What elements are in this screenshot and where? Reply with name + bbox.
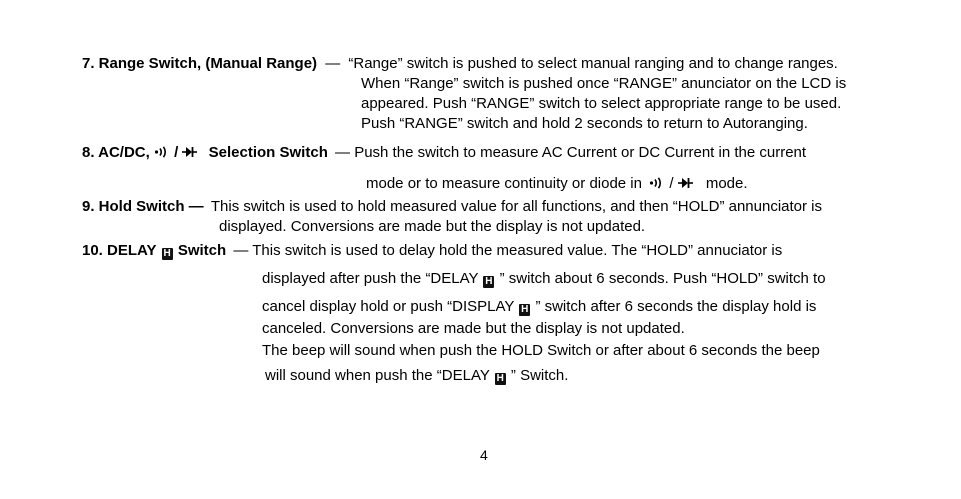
item10-title-prefix: 10. DELAY <box>82 242 157 259</box>
item10-text-6-suffix: ” Switch. <box>510 367 569 384</box>
item9-line2: displayed. Conversions are made but the display is not updated. <box>219 218 646 235</box>
item10-text-3-suffix: ” switch after 6 seconds the display hold is <box>535 298 817 315</box>
item10-line1 <box>82 242 782 260</box>
diode-icon-inline <box>678 176 694 190</box>
page-number: 4 <box>480 447 488 463</box>
item7-line4: Push “RANGE” switch and hold 2 seconds to return to Autoranging. <box>361 115 808 132</box>
item8-line2 <box>366 175 748 193</box>
item8-slash: / <box>174 144 179 161</box>
item8-text-1: — Push the switch to measure AC Current or DC Current in the current <box>335 144 807 161</box>
item10-line4: canceled. Conversions are made but the display is not updated. <box>262 320 685 337</box>
item7-line3: appeared. Push “RANGE” switch to select appropriate range to be used. <box>361 95 842 112</box>
item8-title-suffix: Selection Switch <box>208 144 328 161</box>
item10-line2 <box>262 270 826 288</box>
item8-line1 <box>82 144 806 162</box>
item10-text-1: — This switch is used to delay hold the measured value. The “HOLD” annuciator is <box>233 242 783 259</box>
diode-icon <box>182 145 198 159</box>
continuity-beep-icon-inline <box>649 176 665 190</box>
item8-text-2-prefix: mode or to measure continuity or diode in <box>366 175 642 192</box>
item7-line2: When “Range” switch is pushed once “RANGE” anunciator on the LCD is <box>361 75 847 92</box>
item7-title: 7. Range Switch, (Manual Range) <box>82 55 318 72</box>
item9-text-1: This switch is used to hold measured value for all functions, and then “HOLD” annunciator is <box>210 198 822 215</box>
item9-line1 <box>82 198 822 216</box>
item10-title-suffix: Switch <box>177 242 227 259</box>
item8-title-prefix: 8. AC/DC, <box>82 144 150 161</box>
item10-text-2-suffix: ” switch about 6 seconds. Push “HOLD” switch to <box>499 270 826 287</box>
item7-line1 <box>82 55 838 73</box>
item8-text-2-slash: / <box>669 175 674 192</box>
item10-text-3-prefix: cancel display hold or push “DISPLAY <box>262 298 515 315</box>
hold-box-icon-inline-2: H <box>521 304 529 315</box>
item8-text-2-suffix: mode. <box>705 175 748 192</box>
item10-text-6-prefix: will sound when push the “DELAY <box>265 367 490 384</box>
item7-text-1: “Range” switch is pushed to select manual ranging and to change ranges. <box>348 55 838 72</box>
hold-box-icon-inline-3: H <box>496 373 504 384</box>
hold-box-icon: H <box>163 248 171 259</box>
continuity-beep-icon <box>154 145 170 159</box>
item10-text-2-prefix: displayed after push the “DELAY <box>262 270 479 287</box>
item10-line5: The beep will sound when push the HOLD Switch or after about 6 seconds the beep <box>262 342 820 359</box>
hold-box-icon-inline-1: H <box>485 276 493 287</box>
item7-dash: — <box>325 55 341 72</box>
item10-line6 <box>265 367 568 385</box>
item9-title: 9. Hold Switch — <box>82 198 204 215</box>
item10-line3 <box>262 298 816 316</box>
